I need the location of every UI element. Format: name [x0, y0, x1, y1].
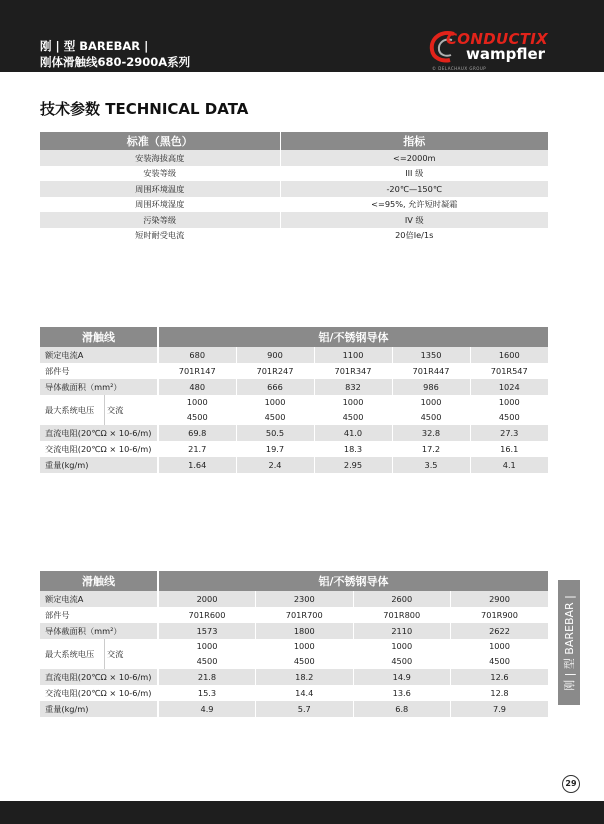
- table-cell: 1000: [451, 639, 549, 654]
- table-cell: 14.9: [353, 669, 451, 685]
- header-conductor: 铝/不锈钢导体: [158, 327, 548, 347]
- table-row: [40, 395, 548, 410]
- table-cell: 18.3: [314, 441, 392, 457]
- table-row: [40, 623, 548, 639]
- table-cell: 21.8: [158, 669, 256, 685]
- row-value: -20℃—150℃: [280, 181, 548, 197]
- table-row: [40, 166, 548, 182]
- table-cell: 12.6: [451, 669, 549, 685]
- table-cell: 2622: [451, 623, 549, 639]
- table-cell: 1.64: [158, 457, 236, 473]
- table-cell: 1000: [392, 395, 470, 410]
- row-value: IV 级: [280, 212, 548, 228]
- row-label: 额定电流A: [40, 347, 158, 363]
- header-busbar: 滑触线: [40, 327, 158, 347]
- divider: [104, 395, 105, 425]
- table-cell: 701R347: [314, 363, 392, 379]
- table-row: [40, 607, 548, 623]
- row-label: 部件号: [40, 363, 158, 379]
- page-footer: [0, 801, 604, 824]
- table-cell: 41.0: [314, 425, 392, 441]
- table-cell: 15.3: [158, 685, 256, 701]
- table-row: [40, 639, 548, 654]
- row-label: 最大系统电压: [45, 404, 95, 415]
- logo-brand: CONDUCTIX: [446, 30, 549, 48]
- table-cell: 4500: [353, 654, 451, 669]
- row-label: 安装等级: [40, 166, 280, 182]
- table-row: [40, 181, 548, 197]
- table-row: [40, 669, 548, 685]
- table-cell: 1000: [256, 639, 354, 654]
- table-cell: 701R247: [236, 363, 314, 379]
- header-title: 刚 | 型 BAREBAR |: [40, 39, 149, 53]
- table-cell: 1024: [470, 379, 548, 395]
- row-value: 20倍Ie/1s: [395, 230, 434, 241]
- table-cell: 4.1: [470, 457, 548, 473]
- page-title: 技术参数 TECHNICAL DATA: [40, 100, 249, 118]
- table-header-row: [40, 327, 548, 347]
- table-cell: 2110: [353, 623, 451, 639]
- row-label: 部件号: [40, 607, 158, 623]
- table-cell: 4.9: [158, 701, 256, 717]
- row-label: 安装海拔高度: [40, 150, 280, 166]
- table-cell: 2900: [451, 591, 549, 607]
- header-indicator: 指标: [280, 132, 548, 150]
- voltage-type: 交流: [107, 648, 124, 659]
- table-row: [40, 347, 548, 363]
- table-cell: 69.8: [158, 425, 236, 441]
- table-cell: 4500: [256, 654, 354, 669]
- table-cell: 21.7: [158, 441, 236, 457]
- table-cell: 4500: [236, 410, 314, 425]
- table-cell: 1000: [470, 395, 548, 410]
- row-label: 污染等级: [40, 212, 280, 228]
- table-row: [40, 701, 548, 717]
- row-label: 交流电阻(20℃Ω × 10-6/m): [40, 441, 158, 457]
- table-cell: 701R900: [451, 607, 549, 623]
- table-cell: 1800: [256, 623, 354, 639]
- header-standard: 标准（黑色）: [40, 132, 280, 150]
- logo-tagline: © DELACHAUX GROUP: [432, 66, 487, 71]
- table-cell: 2.4: [236, 457, 314, 473]
- table-row: [40, 228, 548, 244]
- table-cell: 4500: [451, 654, 549, 669]
- table-cell: 12.8: [451, 685, 549, 701]
- table-cell: 666: [236, 379, 314, 395]
- row-label: 重量(kg/m): [40, 701, 158, 717]
- table-cell: 4500: [470, 410, 548, 425]
- table-cell: 701R800: [353, 607, 451, 623]
- conductix-logo: [428, 28, 578, 72]
- table-row: [40, 425, 548, 441]
- table-cell: 701R600: [158, 607, 256, 623]
- row-value: III 级: [405, 168, 424, 179]
- table-row: [40, 685, 548, 701]
- table-cell: 14.4: [256, 685, 354, 701]
- table-cell: 1000: [314, 395, 392, 410]
- table-cell: 2000: [158, 591, 256, 607]
- table-cell: 701R700: [256, 607, 354, 623]
- spec-table-680-1600: [40, 327, 548, 473]
- row-label: 额定电流A: [40, 591, 158, 607]
- table-cell: 900: [236, 347, 314, 363]
- row-label: 最大系统电压: [45, 648, 95, 659]
- table-cell: 2.95: [314, 457, 392, 473]
- table-row: [40, 379, 548, 395]
- table-cell: 680: [158, 347, 236, 363]
- table-cell: 4500: [314, 410, 392, 425]
- table-cell: 1600: [470, 347, 548, 363]
- table-row: [40, 363, 548, 379]
- table-row: [40, 150, 548, 166]
- table-cell: 16.1: [470, 441, 548, 457]
- row-value: <=2000m: [280, 150, 548, 166]
- row-label: 周围环境温度: [40, 181, 280, 197]
- table-cell: 18.2: [256, 669, 354, 685]
- row-label: 导体截面积（mm²）: [40, 379, 158, 395]
- table-cell: 1100: [314, 347, 392, 363]
- row-label: 短时耐受电流: [40, 228, 280, 244]
- row-value: <=95%, 允许短时凝霜: [371, 199, 458, 210]
- table-cell: 1000: [353, 639, 451, 654]
- table-row: [40, 591, 548, 607]
- table-cell: 7.9: [451, 701, 549, 717]
- table-row: [40, 441, 548, 457]
- table-cell: 17.2: [392, 441, 470, 457]
- voltage-label-cell: [40, 639, 158, 669]
- table-cell: 4500: [392, 410, 470, 425]
- page-header: [0, 0, 604, 72]
- table-cell: 6.8: [353, 701, 451, 717]
- table-cell: 701R547: [470, 363, 548, 379]
- table-header-row: [40, 132, 548, 150]
- table-cell: 480: [158, 379, 236, 395]
- divider: [104, 639, 105, 669]
- table-cell: 3.5: [392, 457, 470, 473]
- table-cell: 50.5: [236, 425, 314, 441]
- row-label: 导体截面积（mm²）: [40, 623, 158, 639]
- page-number: 29: [562, 775, 580, 793]
- table-cell: 5.7: [256, 701, 354, 717]
- table-cell: 1000: [158, 639, 256, 654]
- logo-sub: wampfler: [466, 45, 546, 63]
- table-cell: 1350: [392, 347, 470, 363]
- technical-data-table: [40, 132, 548, 243]
- header-subtitle: 刚体滑触线680-2900A系列: [40, 55, 191, 69]
- table-cell: 2300: [256, 591, 354, 607]
- row-label: 周围环境湿度: [40, 197, 280, 213]
- table-cell: 2600: [353, 591, 451, 607]
- table-cell: 32.8: [392, 425, 470, 441]
- table-cell: 1000: [236, 395, 314, 410]
- table-row: [40, 197, 548, 213]
- table-cell: 701R447: [392, 363, 470, 379]
- table-cell: 832: [314, 379, 392, 395]
- table-cell: 27.3: [470, 425, 548, 441]
- section-side-tab: [558, 580, 580, 705]
- table-row: [40, 212, 548, 228]
- side-tab-label: 刚 | 型 BAREBAR |: [563, 594, 576, 691]
- table-row: [40, 457, 548, 473]
- header-busbar: 滑触线: [40, 571, 158, 591]
- row-label: 交流电阻(20℃Ω × 10-6/m): [40, 685, 158, 701]
- row-label: 重量(kg/m): [40, 457, 158, 473]
- row-label: 直流电阻(20℃Ω × 10-6/m): [40, 669, 158, 685]
- table-cell: 986: [392, 379, 470, 395]
- table-cell: 1000: [158, 395, 236, 410]
- table-cell: 4500: [158, 654, 256, 669]
- spec-table-2000-2900: [40, 571, 548, 717]
- voltage-type: 交流: [107, 404, 124, 415]
- row-label: 直流电阻(20℃Ω × 10-6/m): [40, 425, 158, 441]
- table-header-row: [40, 571, 548, 591]
- table-cell: 13.6: [353, 685, 451, 701]
- voltage-label-cell: [40, 395, 158, 425]
- table-cell: 701R147: [158, 363, 236, 379]
- table-cell: 1573: [158, 623, 256, 639]
- header-conductor: 铝/不锈钢导体: [158, 571, 548, 591]
- table-cell: 4500: [158, 410, 236, 425]
- table-cell: 19.7: [236, 441, 314, 457]
